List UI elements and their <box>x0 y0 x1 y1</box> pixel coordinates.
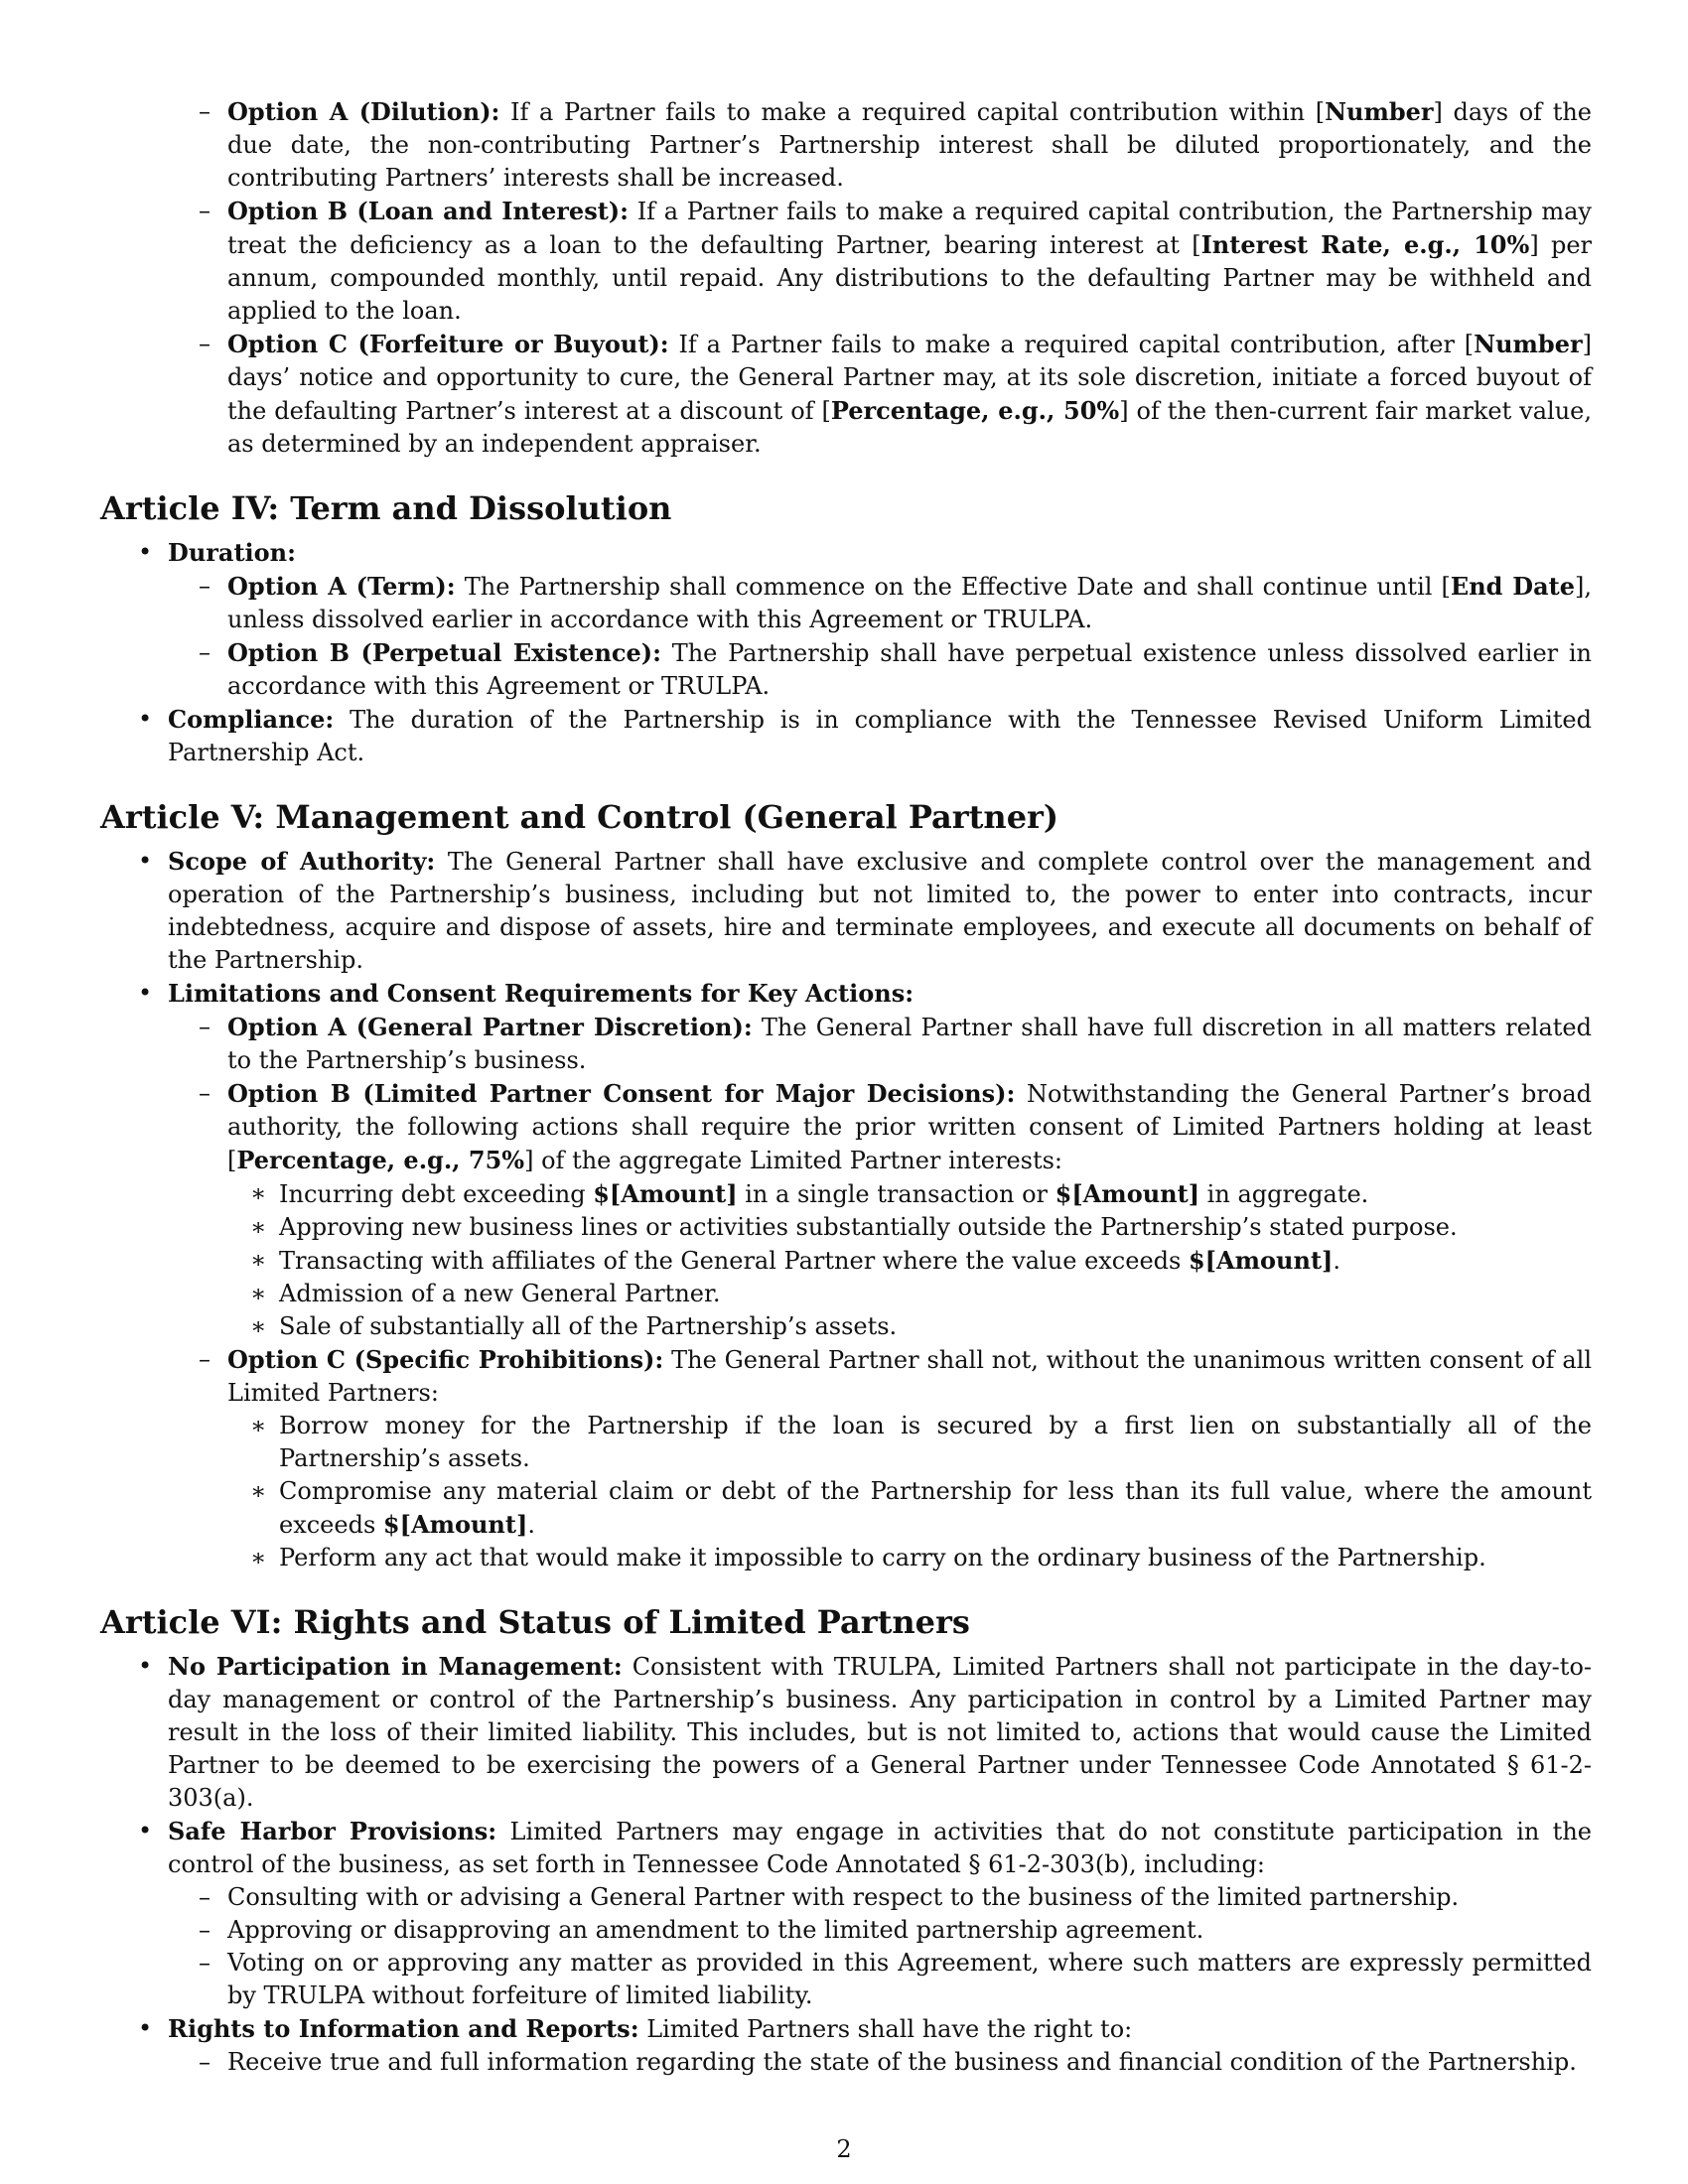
asterisk-marker: ∗ <box>250 1280 267 1307</box>
option-text: Borrow money for the Partnership if the loan is secured by a first lien on substantially all of the Partnership’s assets. <box>279 1412 1592 1472</box>
dash-marker: – <box>199 97 211 125</box>
asterisk-marker: ∗ <box>250 1246 267 1274</box>
option-text: Notwithstanding the General Partner’s broad authority, the following actions shall require the prior written consent of Limited Partners holding at least [ <box>227 1080 1592 1174</box>
article-v-heading: Article V: Management and Control (General Partner) <box>100 798 1059 836</box>
dash-marker: – <box>199 1883 211 1911</box>
consent-item-debt <box>100 1177 1592 1211</box>
option-text: Consulting with or advising a General Partner with respect to the business of the limited partnership. <box>227 1883 1460 1911</box>
dash-marker: – <box>199 1013 211 1040</box>
option-text: Approving new business lines or activities substantially outside the Partnership’s stated purpose. <box>279 1213 1458 1241</box>
bullet-marker: • <box>138 1817 153 1844</box>
placeholder-field: $[Amount] <box>1055 1179 1200 1208</box>
item-label: Scope of Authority: <box>168 847 436 876</box>
consent-item-business-lines <box>100 1211 1592 1244</box>
option-text: ], unless dissolved earlier in accordance with this Agreement or TRULPA. <box>227 573 1592 633</box>
dash-marker: – <box>199 1916 211 1944</box>
page-number: 2 <box>836 2135 852 2163</box>
option-text: Approving or disapproving an amendment to the limited partnership agreement. <box>227 1916 1204 1944</box>
asterisk-marker: ∗ <box>250 1213 267 1241</box>
placeholder-field: End Date <box>1450 572 1575 601</box>
option-text: Voting on or approving any matter as provided in this Agreement, where such matters are expressly permitted by TRULPA without forfeiture of limited liability. <box>227 1949 1592 2009</box>
management-option-b <box>100 1077 1592 1177</box>
placeholder-field: $[Amount] <box>1188 1246 1334 1275</box>
item-label: Rights to Information and Reports: <box>168 2014 639 2043</box>
option-text: ] of the then-current fair market value, as determined by an independent appraiser. <box>227 397 1592 458</box>
consent-item-new-gp <box>100 1278 1592 1310</box>
option-text: ] of the aggregate Limited Partner interests: <box>524 1147 1063 1174</box>
rights-info-receive <box>100 2046 1592 2079</box>
option-label: Option A (Term): <box>227 572 456 601</box>
item-label: Limitations and Consent Requirements for Key Actions: <box>168 979 914 1008</box>
bullet-marker: • <box>138 1652 153 1680</box>
prohibition-item-compromise <box>100 1475 1592 1542</box>
capital-option-c <box>100 328 1592 461</box>
item-label: Duration: <box>168 538 296 567</box>
item-text: Limited Partners shall have the right to: <box>638 2015 1133 2043</box>
option-text: If a Partner fails to make a required capital contribution, after [ <box>668 331 1475 358</box>
safe-harbor-voting <box>100 1947 1592 2012</box>
item-label: No Participation in Management: <box>168 1652 623 1681</box>
safe-harbor-consulting <box>100 1881 1592 1914</box>
compliance-item <box>100 703 1592 769</box>
asterisk-marker: ∗ <box>250 1544 267 1571</box>
placeholder-field: $[Amount] <box>382 1510 528 1539</box>
safe-harbor-item <box>100 1815 1592 1881</box>
placeholder-field: Percentage, e.g., 75% <box>236 1146 525 1174</box>
option-label: Option C (Specific Prohibitions): <box>227 1345 664 1374</box>
option-text: . <box>527 1511 535 1539</box>
option-text: Perform any act that would make it impossible to carry on the ordinary business of the Partnership. <box>279 1544 1486 1571</box>
item-text: The General Partner shall have exclusive and complete control over the management and operation of the Partnership’s business, including but not limited to, the power to enter into contracts, incur indebtedness, acquire and dispose of assets, hire and terminate employees, and execute all documents on behalf of the Partnership. <box>168 848 1593 974</box>
bullet-marker: • <box>138 538 153 566</box>
option-text: ] days’ notice and opportunity to cure, the General Partner may, at its sole discretion, initiate a forced buyout of the defaulting Partner’s interest at a discount of [ <box>227 331 1592 425</box>
option-text: The General Partner shall not, without the unanimous written consent of all Limited Partners: <box>227 1346 1592 1407</box>
prohibition-item-act <box>100 1542 1592 1574</box>
option-text: The General Partner shall have full discretion in all matters related to the Partnership’s business. <box>227 1014 1592 1074</box>
bullet-marker: • <box>138 2014 153 2042</box>
capital-option-b <box>100 195 1592 328</box>
option-text: Transacting with affiliates of the General Partner where the value exceeds <box>279 1247 1189 1275</box>
option-label: Option B (Loan and Interest): <box>227 197 630 225</box>
option-label: Option C (Forfeiture or Buyout): <box>227 330 669 358</box>
dash-marker: – <box>199 197 211 224</box>
bullet-marker: • <box>138 705 153 733</box>
option-text: Admission of a new General Partner. <box>279 1280 721 1307</box>
option-text: The Partnership shall commence on the Effective Date and shall continue until [ <box>455 573 1451 601</box>
bullet-marker: • <box>138 847 153 875</box>
option-label: Option A (General Partner Discretion): <box>227 1013 753 1041</box>
dash-marker: – <box>199 1949 211 1977</box>
dash-marker: – <box>199 330 211 357</box>
asterisk-marker: ∗ <box>250 1179 267 1207</box>
prohibition-item-borrow <box>100 1410 1592 1475</box>
option-text: Sale of substantially all of the Partnership’s assets. <box>279 1312 898 1340</box>
dash-marker: – <box>199 2048 211 2076</box>
item-label: Compliance: <box>168 705 335 734</box>
placeholder-field: $[Amount] <box>593 1179 738 1208</box>
option-text: If a Partner fails to make a required capital contribution within [ <box>499 98 1326 126</box>
option-label: Option B (Perpetual Existence): <box>227 638 661 667</box>
dash-marker: – <box>199 572 211 600</box>
article-vi-heading: Article VI: Rights and Status of Limited Partners <box>100 1603 970 1641</box>
no-participation-item <box>100 1650 1592 1815</box>
option-text: Compromise any material claim or debt of the Partnership for less than its full value, where the amount exceeds <box>279 1477 1592 1539</box>
dash-marker: – <box>199 638 211 666</box>
option-text: ] per annum, compounded monthly, until repaid. Any distributions to the defaulting Partner may be withheld and applied to the loan. <box>227 231 1593 325</box>
limitations-item <box>100 977 1592 1011</box>
consent-item-sale <box>100 1310 1592 1343</box>
placeholder-field: Interest Rate, e.g., 10% <box>1200 230 1530 259</box>
item-label: Safe Harbor Provisions: <box>168 1817 497 1845</box>
option-text: . <box>1333 1247 1341 1275</box>
dash-marker: – <box>199 1345 211 1373</box>
management-option-a <box>100 1011 1592 1077</box>
rights-info-item <box>100 2012 1592 2046</box>
bullet-marker: • <box>138 979 153 1007</box>
document-page <box>100 95 1592 2079</box>
asterisk-marker: ∗ <box>250 1477 267 1505</box>
duration-option-b <box>100 636 1592 703</box>
placeholder-field: Percentage, e.g., 50% <box>830 396 1120 425</box>
management-option-c <box>100 1343 1592 1410</box>
asterisk-marker: ∗ <box>250 1412 267 1439</box>
asterisk-marker: ∗ <box>250 1312 267 1340</box>
item-text: Consistent with TRULPA, Limited Partners shall not participate in the day-to-day management or control of the Partnership’s business. Any participation in control by a Limited Partner may result in the loss of their limited liability. This includes, but is not limited to, actions that would cause the Limited Partner to be deemed to be exercising the powers of a General Partner under Tennessee Code Annotated § 61-2-303(a). <box>168 1653 1592 1812</box>
option-text: in aggregate. <box>1199 1180 1369 1208</box>
item-text: The duration of the Partnership is in compliance with the Tennessee Revised Uniform Limited Partnership Act. <box>168 706 1592 766</box>
dash-marker: – <box>199 1079 211 1107</box>
item-text: Limited Partners may engage in activities that do not constitute participation in the control of the business, as set forth in Tennessee Code Annotated § 61-2-303(b), including: <box>168 1818 1592 1878</box>
option-label: Option A (Dilution): <box>227 97 500 126</box>
placeholder-field: Number <box>1474 330 1583 358</box>
consent-item-affiliates <box>100 1244 1592 1278</box>
option-text: Incurring debt exceeding <box>279 1180 594 1208</box>
option-label: Option B (Limited Partner Consent for Major Decisions): <box>227 1079 1016 1108</box>
safe-harbor-amendment <box>100 1914 1592 1947</box>
placeholder-field: Number <box>1325 97 1434 126</box>
scope-item <box>100 845 1592 977</box>
option-text: If a Partner fails to make a required capital contribution, the Partnership may treat the deficiency as a loan to the defaulting Partner, bearing interest at [ <box>227 198 1592 259</box>
article-iv-heading: Article IV: Term and Dissolution <box>100 489 672 527</box>
option-text: Receive true and full information regarding the state of the business and financial condition of the Partnership. <box>227 2048 1577 2076</box>
duration-option-a <box>100 570 1592 636</box>
option-text: The Partnership shall have perpetual existence unless dissolved earlier in accordance with this Agreement or TRULPA. <box>227 639 1592 700</box>
option-text: ] days of the due date, the non-contributing Partner’s Partnership interest shall be diluted proportionately, and the contributing Partners’ interests shall be increased. <box>227 98 1592 192</box>
option-text: in a single transaction or <box>737 1180 1055 1208</box>
duration-item <box>100 536 1592 570</box>
capital-option-a <box>100 95 1592 195</box>
